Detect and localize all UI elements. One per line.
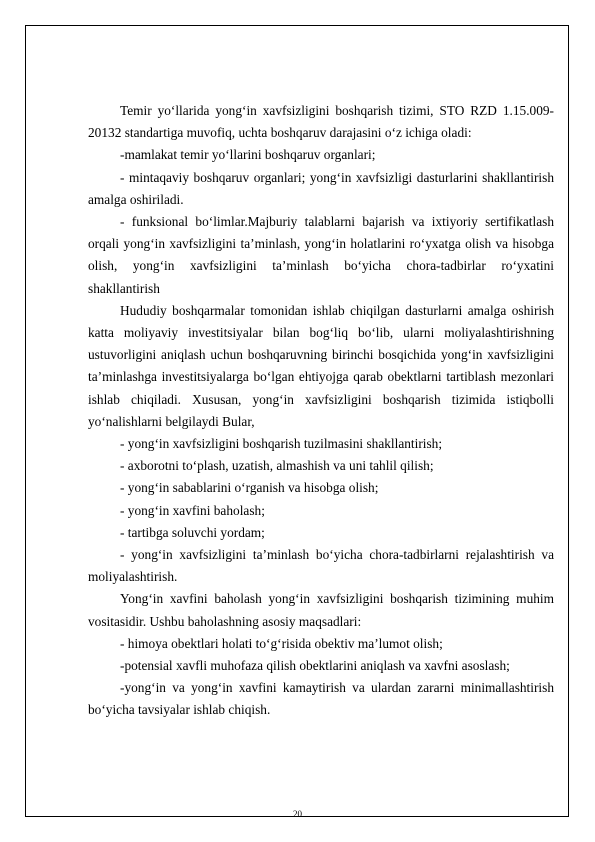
list-item: - yong‘in sabablarini o‘rganish va hisobga olish; (120, 480, 379, 496)
list-item: - tartibga soluvchi yordam; (120, 524, 265, 540)
list-item-national-bodies: -mamlakat temir yo‘llarini boshqaruv organlari; (120, 147, 376, 163)
list-item: - axborotni to‘plash, uzatish, almashish va uni tahlil qilish; (120, 458, 434, 474)
list-item: - yong‘in xavfini baholash; (120, 502, 265, 518)
page-number: 20 (293, 809, 302, 819)
list-item: - himoya obektlari holati to‘g‘risida obektiv ma’lumot olish; (120, 635, 443, 651)
list-item: -yong‘in va yong‘in xavfini kamaytirish va ulardan zararni minimallashtirish bo‘yicha tavsiyalar ishlab chiqish. (88, 680, 554, 718)
list-item-functional-units: - funksional bo‘limlar.Majburiy talablarni bajarish va ixtiyoriy sertifikatlash orqali yong‘in xavfsizligini ta’minlash, yong‘in holatlarini ro‘yxatga olish va hisobga olish, yong‘in xavfsizligini ta’minlash bo‘yicha chora-tadbirlar ro‘yxatini shakllantirish (88, 214, 554, 296)
paragraph-regional-programs: Hududiy boshqarmalar tomonidan ishlab chiqilgan dasturlarni amalga oshirish katta moliyaviy investitsiyalar bilan bog‘liq bo‘lib, ularni moliyalashtirishning ustuvorligini aniqlash uchun boshqaruvning birinchi bosqichida yong‘in xavfsizligini ta’minlashga investitsiyalarga bo‘lgan ehtiyojga qarab obektlarni tartiblash mezonlari ishlab chiqiladi. Xususan, yong‘in xavfsizligini boshqarish tizimida istiqbolli yo‘nalishlarni belgilaydi Bular, (88, 302, 554, 429)
paragraph-risk-assessment: Yong‘in xavfini baholash yong‘in xavfsizligini boshqarish tizimining muhim vositasidir. Ushbu baholashning asosiy maqsadlari: (88, 591, 554, 629)
document-body (88, 100, 554, 722)
list-item: - yong‘in xavfsizligini boshqarish tuzilmasini shakllantirish; (120, 436, 443, 452)
paragraph-intro: Temir yo‘llarida yong‘in xavfsizligini boshqarish tizimi, STO RZD 1.15.009-20132 standartiga muvofiq, uchta boshqaruv darajasini o‘z ichiga oladi: (88, 103, 554, 141)
list-item-regional-bodies: - mintaqaviy boshqaruv organlari; yong‘in xavfsizligi dasturlarini shakllantirish amalga oshiriladi. (88, 169, 554, 207)
list-item: -potensial xavfli muhofaza qilish obektlarini aniqlash va xavfni asoslash; (120, 658, 510, 674)
list-item: - yong‘in xavfsizligini ta’minlash bo‘yicha chora-tadbirlarni rejalashtirish va moliyalashtirish. (88, 547, 554, 585)
